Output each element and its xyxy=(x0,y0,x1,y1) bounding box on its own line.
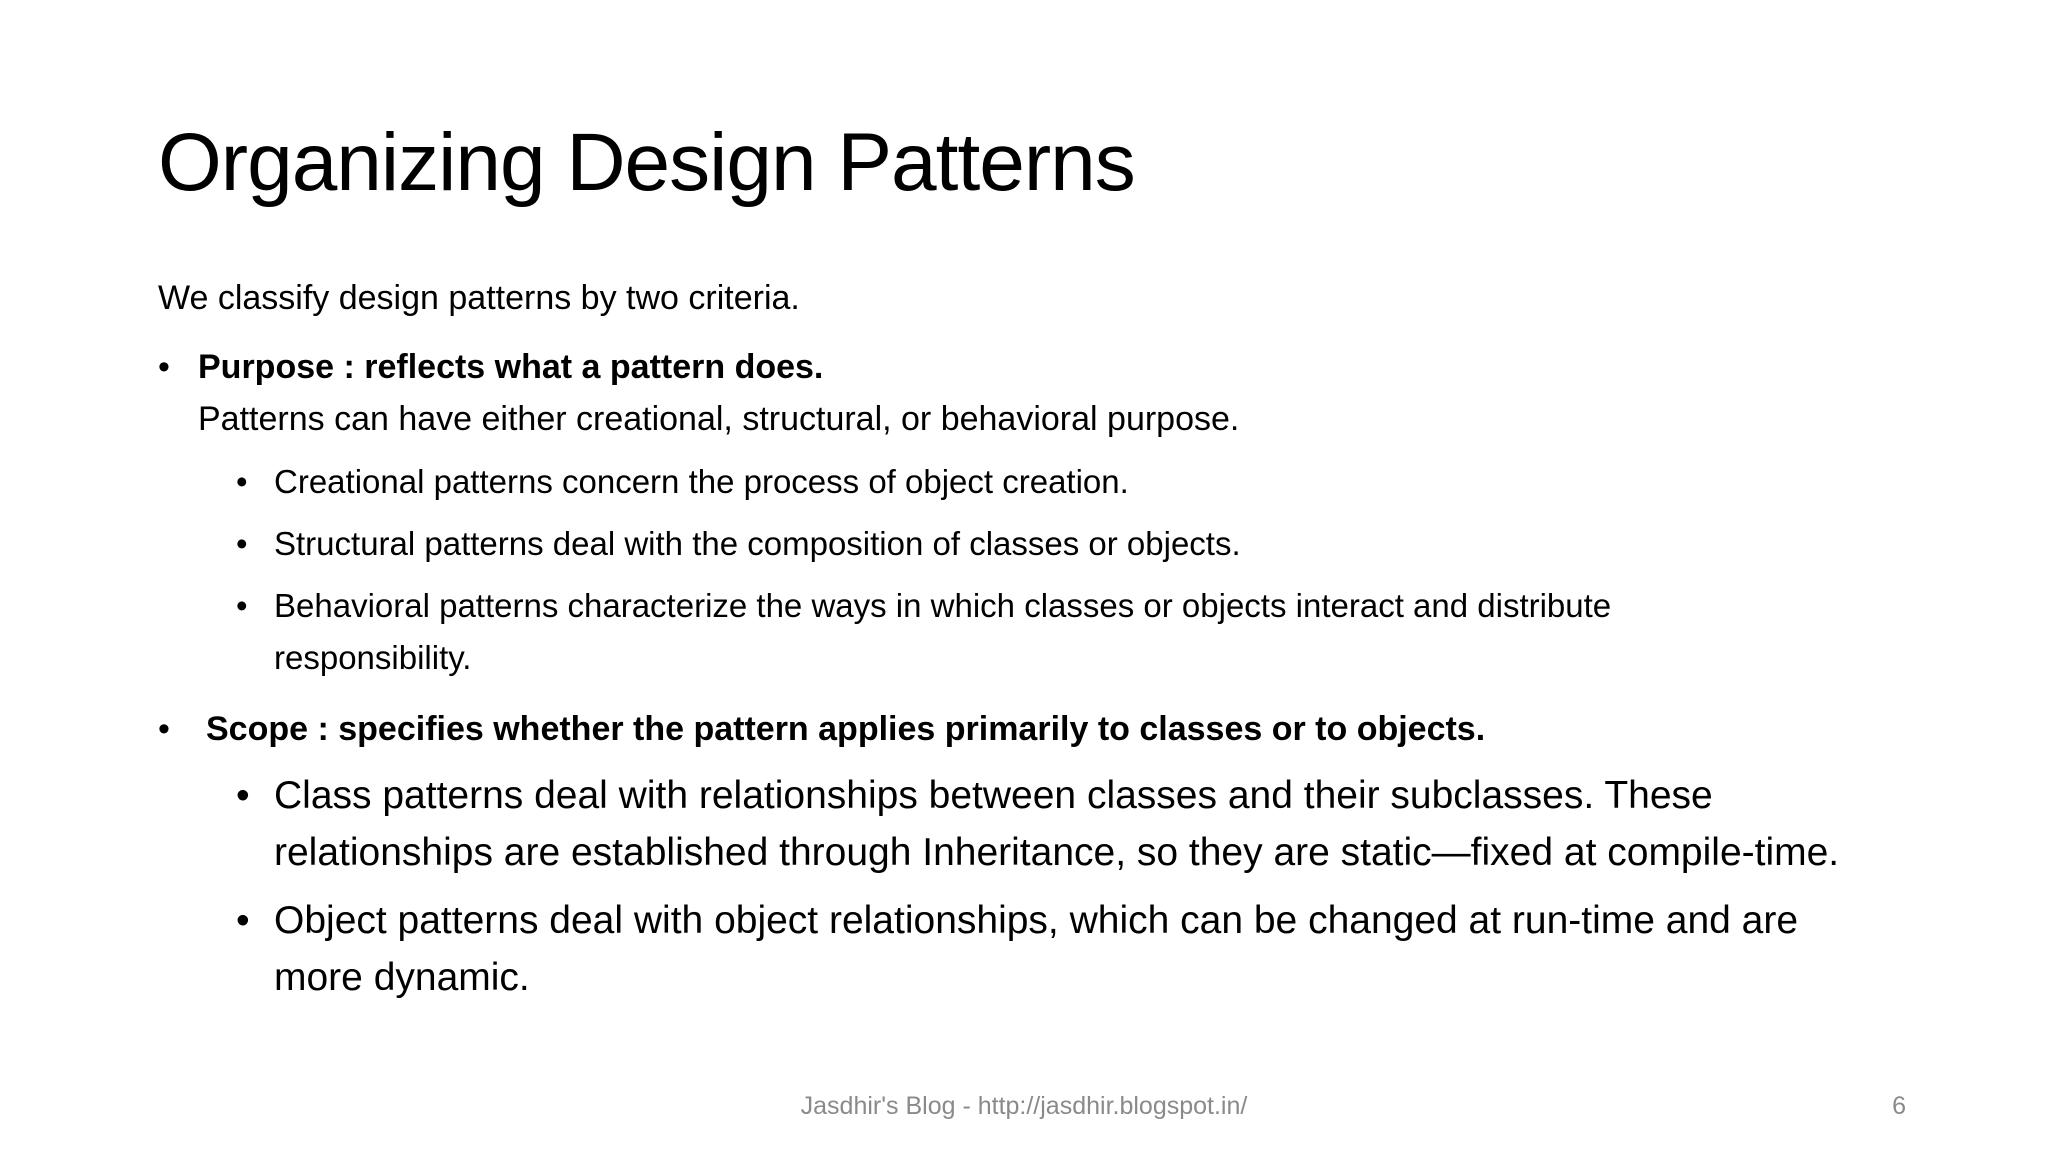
purpose-description: Patterns can have either creational, structural, or behavioral purpose. xyxy=(198,400,1240,438)
scope-heading: Scope : specifies whether the pattern applies primarily to classes or to objects. xyxy=(206,710,1486,748)
bullet-icon: • xyxy=(236,774,250,817)
bullet-icon: • xyxy=(158,710,170,748)
intro-text: We classify design patterns by two criteria. xyxy=(158,279,800,317)
page-number: 6 xyxy=(1892,1092,1906,1120)
bullet-icon: • xyxy=(236,463,248,500)
purpose-heading: Purpose : reflects what a pattern does. xyxy=(198,348,824,386)
scope-item-object: Object patterns deal with object relationships, which can be changed at run-time and are xyxy=(274,899,1799,942)
bullet-icon: • xyxy=(236,587,248,624)
purpose-item-creational: Creational patterns concern the process of object creation. xyxy=(274,463,1129,500)
bullet-icon: • xyxy=(236,525,248,562)
scope-item-class: Class patterns deal with relationships between classes and their subclasses. These xyxy=(274,774,1713,817)
slide-title: Organizing Design Patterns xyxy=(158,117,1135,208)
slide-footer: Jasdhir's Blog - http://jasdhir.blogspot.in/ xyxy=(800,1092,1248,1120)
purpose-item-behavioral-cont: responsibility. xyxy=(274,639,472,676)
purpose-item-behavioral: Behavioral patterns characterize the ways in which classes or objects interact and distribute xyxy=(274,587,1612,624)
bullet-icon: • xyxy=(236,899,250,942)
purpose-item-structural: Structural patterns deal with the composition of classes or objects. xyxy=(274,525,1241,562)
bullet-icon: • xyxy=(158,348,170,386)
scope-item-class-cont: relationships are established through Inheritance, so they are static—fixed at compile-time. xyxy=(274,831,1840,874)
scope-item-object-cont: more dynamic. xyxy=(274,956,530,999)
